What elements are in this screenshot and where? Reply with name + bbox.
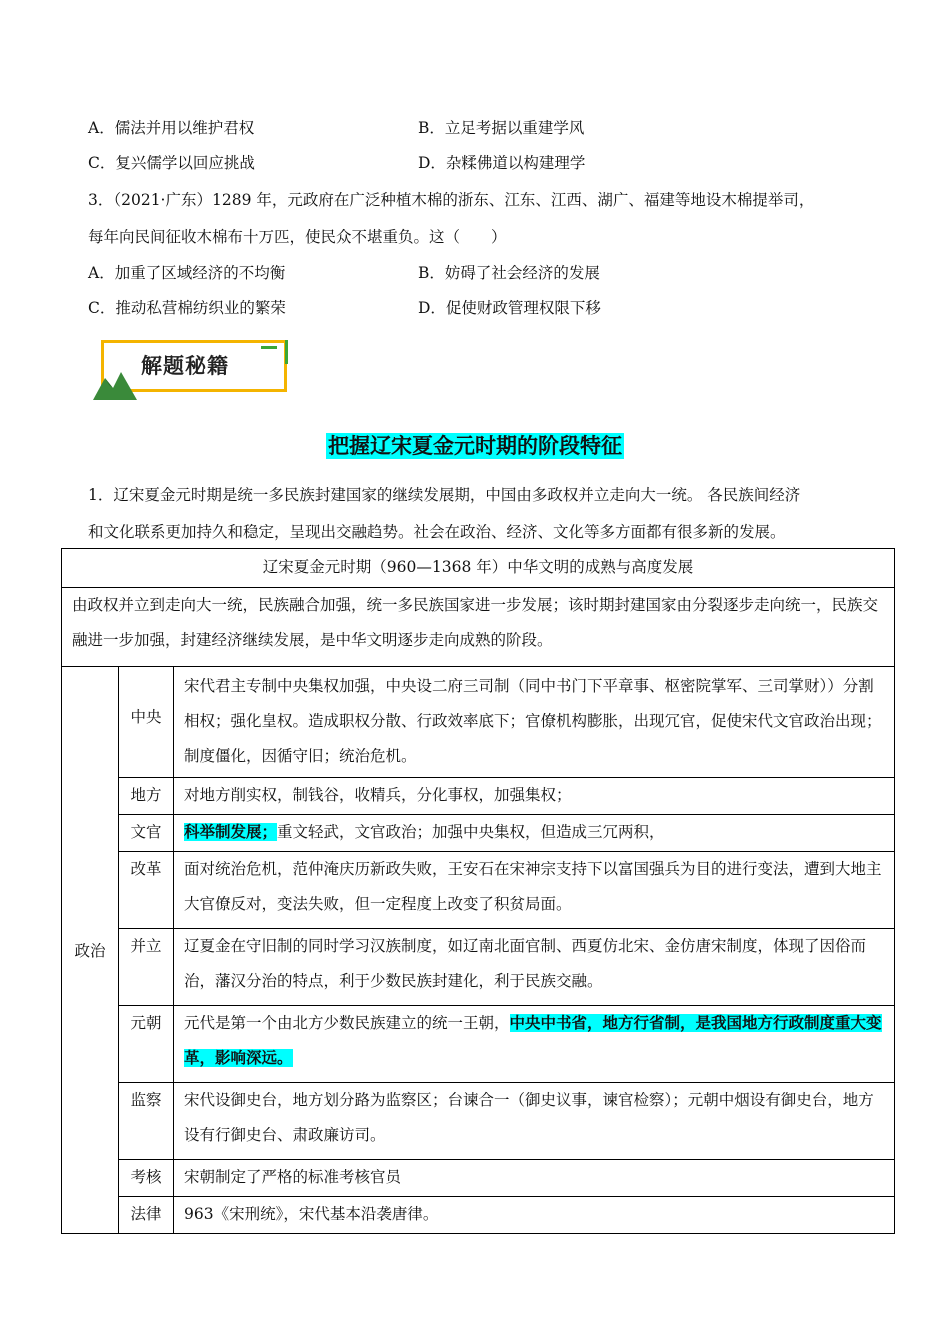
row-label-bingli: 并立 [119, 929, 174, 1006]
row-text-difang: 对地方削实权，制钱谷，收精兵，分化事权，加强集权； [174, 778, 895, 815]
q2-option-a: A．儒法并用以维护君权 [88, 119, 255, 137]
badge-title: 解题秘籍 [141, 354, 229, 378]
highlight-xingsheng: 中央中书省，地方行省制，是我国地方行政制度重大变革，影响深远。 [184, 1014, 882, 1067]
q3-option-b: B．妨碍了社会经济的发展 [418, 264, 600, 282]
intro-line1: 1．辽宋夏金元时期是统一多民族封建国家的继续发展期，中国由多政权并立走向大一统。 各民族间经济 [88, 486, 801, 504]
table-summary: 由政权并立到走向大一统，民族融合加强，统一多民族国家进一步发展；该时期封建国家由分裂逐步走向统一，民族交融进一步加强，封建经济继续发展，是中华文明逐步走向成熟的阶段。 [62, 588, 895, 667]
section-title [0, 430, 950, 460]
row-label-yuanchao: 元朝 [119, 1006, 174, 1083]
q3-stem-line1: 3．（2021·广东）1289 年，元政府在广泛种植木棉的浙东、江东、江西、湖广、福建等地设木棉提举司， [88, 191, 815, 209]
row-text-bingli: 辽夏金在守旧制的同时学习汉族制度，如辽南北面官制、西夏仿北宋、金仿唐宋制度，体现了因俗而治，藩汉分治的特点，利于少数民族封建化，利于民族交融。 [174, 929, 895, 1006]
row-text-zhongyang: 宋代君主专制中央集权加强，中央设二府三司制（同中书门下平章事、枢密院掌军、三司掌财））分割相权；强化皇权。造成职权分散、行政效率底下；官僚机构膨胀，出现冗官，促使宋代文官政治出现；制度僵化，因循守旧；统治危机。 [174, 667, 895, 778]
row-yuanchao [174, 1006, 895, 1083]
summary-table [61, 548, 895, 1234]
category-cell: 政治 [62, 667, 119, 1234]
q2-option-c: C．复兴儒学以回应挑战 [88, 154, 255, 172]
row-text-falv: 963《宋刑统》，宋代基本沿袭唐律。 [174, 1197, 895, 1234]
mountain-icon [93, 364, 137, 400]
row-label-jiancha: 监察 [119, 1083, 174, 1160]
row-wenguan [174, 815, 895, 852]
tips-badge [93, 336, 298, 400]
row-label-falv: 法律 [119, 1197, 174, 1234]
table-header: 辽宋夏金元时期（960—1368 年）中华文明的成熟与高度发展 [62, 549, 895, 588]
q2-option-d: D．杂糅佛道以构建理学 [418, 154, 586, 172]
row-label-zhongyang: 中央 [119, 667, 174, 778]
row-label-difang: 地方 [119, 778, 174, 815]
row-text-kaohe: 宋朝制定了严格的标准考核官员 [174, 1160, 895, 1197]
highlight-keju: 科举制发展； [184, 823, 278, 841]
row-label-kaohe: 考核 [119, 1160, 174, 1197]
row-text-wenguan: 重文轻武，文官政治；加强中央集权，但造成三冗两积， [277, 823, 665, 841]
row-text-gaige: 面对统治危机，范仲淹庆历新政失败，王安石在宋神宗支持下以富国强兵为目的进行变法，遭到大地主大官僚反对，变法失败，但一定程度上改变了积贫局面。 [174, 852, 895, 929]
row-text-yuanchao: 元代是第一个由北方少数民族建立的统一王朝， [184, 1014, 510, 1032]
q3-option-d: D．促使财政管理权限下移 [418, 299, 601, 317]
q2-option-b: B．立足考据以重建学风 [418, 119, 585, 137]
section-title-text: 把握辽宋夏金元时期的阶段特征 [328, 434, 622, 458]
q3-stem-line2: 每年向民间征收木棉布十万匹，使民众不堪重负。这（ ） [88, 228, 507, 246]
intro-line2: 和文化联系更加持久和稳定，呈现出交融趋势。社会在政治、经济、文化等多方面都有很多新的发展。 [88, 523, 786, 541]
q3-option-c: C．推动私营棉纺织业的繁荣 [88, 299, 286, 317]
row-label-wenguan: 文官 [119, 815, 174, 852]
row-label-gaige: 改革 [119, 852, 174, 929]
q3-option-a: A．加重了区域经济的不均衡 [88, 264, 286, 282]
row-text-jiancha: 宋代设御史台，地方划分路为监察区；台谏合一（御史议事，谏官检察）；元朝中烟设有御史台，地方设有行御史台、肃政廉访司。 [174, 1083, 895, 1160]
